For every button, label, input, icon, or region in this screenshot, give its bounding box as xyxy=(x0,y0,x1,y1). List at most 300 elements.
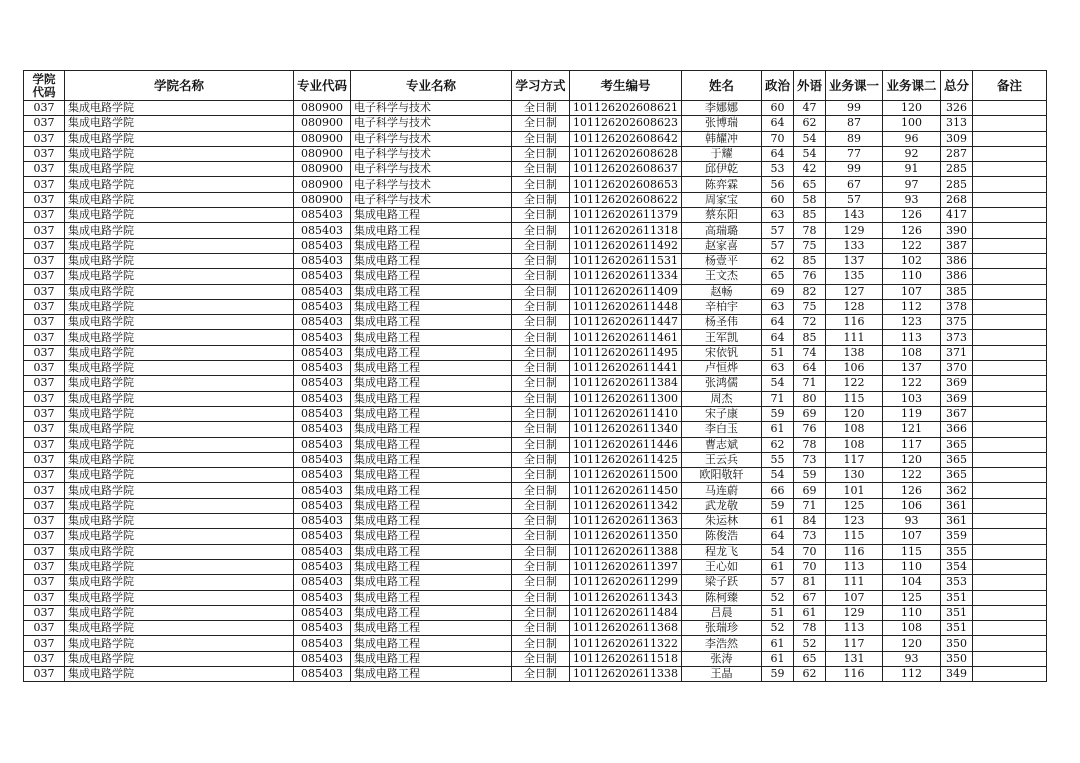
cell-exam-no: 101126202611384 xyxy=(570,376,682,391)
cell-exam-no: 101126202611425 xyxy=(570,452,682,467)
cell-politics-score: 66 xyxy=(762,483,794,498)
table-row xyxy=(24,636,1047,651)
cell-major-name: 集成电路工程 xyxy=(351,666,512,681)
cell-total-score: 366 xyxy=(941,422,973,437)
cell-course-2-score: 93 xyxy=(883,651,941,666)
cell-course-2-score: 108 xyxy=(883,345,941,360)
cell-course-1-score: 127 xyxy=(826,284,883,299)
cell-foreign-language-score: 69 xyxy=(794,406,826,421)
cell-total-score: 285 xyxy=(941,162,973,177)
cell-course-1-score: 99 xyxy=(826,101,883,116)
cell-major-name: 集成电路工程 xyxy=(351,391,512,406)
cell-course-1-score: 107 xyxy=(826,590,883,605)
cell-study-mode: 全日制 xyxy=(512,406,570,421)
cell-major-name: 集成电路工程 xyxy=(351,208,512,223)
cell-major-name: 集成电路工程 xyxy=(351,406,512,421)
cell-college-code: 037 xyxy=(24,483,65,498)
cell-exam-no: 101126202611379 xyxy=(570,208,682,223)
cell-note xyxy=(973,605,1047,620)
cell-foreign-language-score: 75 xyxy=(794,299,826,314)
cell-exam-no: 101126202611441 xyxy=(570,361,682,376)
cell-student-name: 梁子跃 xyxy=(682,575,762,590)
cell-exam-no: 101126202611322 xyxy=(570,636,682,651)
cell-course-2-score: 112 xyxy=(883,299,941,314)
cell-politics-score: 63 xyxy=(762,208,794,223)
cell-major-name: 集成电路工程 xyxy=(351,238,512,253)
cell-note xyxy=(973,345,1047,360)
cell-student-name: 高瑞璐 xyxy=(682,223,762,238)
cell-course-2-score: 126 xyxy=(883,208,941,223)
cell-major-code: 080900 xyxy=(294,192,351,207)
cell-politics-score: 52 xyxy=(762,621,794,636)
cell-politics-score: 70 xyxy=(762,131,794,146)
cell-major-name: 集成电路工程 xyxy=(351,529,512,544)
cell-college-name: 集成电路学院 xyxy=(65,621,294,636)
cell-college-code: 037 xyxy=(24,284,65,299)
cell-exam-no: 101126202611350 xyxy=(570,529,682,544)
cell-total-score: 349 xyxy=(941,666,973,681)
cell-student-name: 张涛 xyxy=(682,651,762,666)
cell-major-name: 电子科学与技术 xyxy=(351,162,512,177)
cell-note xyxy=(973,238,1047,253)
cell-study-mode: 全日制 xyxy=(512,514,570,529)
cell-note xyxy=(973,330,1047,345)
cell-college-code: 037 xyxy=(24,391,65,406)
cell-foreign-language-score: 75 xyxy=(794,238,826,253)
header-exam-no: 考生编号 xyxy=(570,71,682,101)
table-row xyxy=(24,162,1047,177)
cell-exam-no: 101126202611299 xyxy=(570,575,682,590)
cell-major-code: 085403 xyxy=(294,544,351,559)
cell-politics-score: 61 xyxy=(762,559,794,574)
table-row xyxy=(24,330,1047,345)
cell-college-name: 集成电路学院 xyxy=(65,590,294,605)
table-row xyxy=(24,483,1047,498)
cell-note xyxy=(973,116,1047,131)
cell-major-code: 085403 xyxy=(294,269,351,284)
table-row xyxy=(24,146,1047,161)
cell-study-mode: 全日制 xyxy=(512,483,570,498)
cell-note xyxy=(973,177,1047,192)
cell-student-name: 宋子康 xyxy=(682,406,762,421)
cell-major-name: 集成电路工程 xyxy=(351,498,512,513)
cell-total-score: 359 xyxy=(941,529,973,544)
cell-course-1-score: 123 xyxy=(826,514,883,529)
cell-college-code: 037 xyxy=(24,498,65,513)
cell-study-mode: 全日制 xyxy=(512,299,570,314)
cell-study-mode: 全日制 xyxy=(512,376,570,391)
cell-major-code: 085403 xyxy=(294,284,351,299)
cell-course-2-score: 107 xyxy=(883,529,941,544)
cell-college-code: 037 xyxy=(24,162,65,177)
cell-total-score: 386 xyxy=(941,269,973,284)
cell-major-name: 集成电路工程 xyxy=(351,284,512,299)
cell-note xyxy=(973,621,1047,636)
cell-exam-no: 101126202611368 xyxy=(570,621,682,636)
cell-foreign-language-score: 64 xyxy=(794,361,826,376)
cell-course-2-score: 112 xyxy=(883,666,941,681)
cell-major-name: 集成电路工程 xyxy=(351,422,512,437)
cell-foreign-language-score: 73 xyxy=(794,529,826,544)
cell-politics-score: 54 xyxy=(762,376,794,391)
cell-course-1-score: 67 xyxy=(826,177,883,192)
cell-college-code: 037 xyxy=(24,529,65,544)
cell-college-name: 集成电路学院 xyxy=(65,559,294,574)
cell-course-2-score: 137 xyxy=(883,361,941,376)
cell-major-name: 集成电路工程 xyxy=(351,253,512,268)
cell-exam-no: 101126202608623 xyxy=(570,116,682,131)
cell-college-code: 037 xyxy=(24,192,65,207)
cell-total-score: 268 xyxy=(941,192,973,207)
cell-exam-no: 101126202611343 xyxy=(570,590,682,605)
cell-course-1-score: 131 xyxy=(826,651,883,666)
cell-student-name: 蔡东阳 xyxy=(682,208,762,223)
cell-college-code: 037 xyxy=(24,651,65,666)
cell-course-1-score: 108 xyxy=(826,437,883,452)
cell-major-name: 电子科学与技术 xyxy=(351,116,512,131)
cell-student-name: 辛柏宇 xyxy=(682,299,762,314)
cell-note xyxy=(973,590,1047,605)
cell-note xyxy=(973,299,1047,314)
cell-major-code: 085403 xyxy=(294,345,351,360)
cell-major-name: 集成电路工程 xyxy=(351,636,512,651)
cell-major-code: 085403 xyxy=(294,483,351,498)
cell-major-code: 085403 xyxy=(294,299,351,314)
cell-politics-score: 60 xyxy=(762,101,794,116)
cell-course-1-score: 77 xyxy=(826,146,883,161)
cell-exam-no: 101126202611447 xyxy=(570,315,682,330)
cell-total-score: 378 xyxy=(941,299,973,314)
cell-politics-score: 53 xyxy=(762,162,794,177)
cell-college-name: 集成电路学院 xyxy=(65,101,294,116)
cell-major-code: 080900 xyxy=(294,116,351,131)
cell-college-name: 集成电路学院 xyxy=(65,146,294,161)
cell-politics-score: 59 xyxy=(762,666,794,681)
cell-course-1-score: 111 xyxy=(826,330,883,345)
cell-course-1-score: 122 xyxy=(826,376,883,391)
cell-note xyxy=(973,376,1047,391)
cell-course-1-score: 116 xyxy=(826,666,883,681)
cell-total-score: 350 xyxy=(941,636,973,651)
cell-college-code: 037 xyxy=(24,330,65,345)
cell-total-score: 309 xyxy=(941,131,973,146)
cell-college-code: 037 xyxy=(24,452,65,467)
cell-note xyxy=(973,208,1047,223)
cell-student-name: 王云兵 xyxy=(682,452,762,467)
cell-foreign-language-score: 85 xyxy=(794,253,826,268)
header-course-2: 业务课二 xyxy=(883,71,941,101)
cell-major-code: 085403 xyxy=(294,621,351,636)
cell-course-1-score: 117 xyxy=(826,452,883,467)
cell-student-name: 张博瑞 xyxy=(682,116,762,131)
cell-politics-score: 64 xyxy=(762,529,794,544)
cell-major-name: 集成电路工程 xyxy=(351,514,512,529)
cell-major-name: 集成电路工程 xyxy=(351,299,512,314)
cell-student-name: 张鸿儒 xyxy=(682,376,762,391)
table-row xyxy=(24,437,1047,452)
cell-politics-score: 65 xyxy=(762,269,794,284)
cell-course-2-score: 117 xyxy=(883,437,941,452)
cell-politics-score: 63 xyxy=(762,361,794,376)
table-row xyxy=(24,299,1047,314)
cell-politics-score: 61 xyxy=(762,651,794,666)
header-foreign-language: 外语 xyxy=(794,71,826,101)
cell-study-mode: 全日制 xyxy=(512,391,570,406)
cell-exam-no: 101126202611518 xyxy=(570,651,682,666)
cell-foreign-language-score: 54 xyxy=(794,131,826,146)
cell-exam-no: 101126202611495 xyxy=(570,345,682,360)
cell-major-name: 集成电路工程 xyxy=(351,483,512,498)
cell-foreign-language-score: 78 xyxy=(794,437,826,452)
cell-college-name: 集成电路学院 xyxy=(65,177,294,192)
cell-total-score: 313 xyxy=(941,116,973,131)
cell-major-name: 集成电路工程 xyxy=(351,575,512,590)
cell-foreign-language-score: 65 xyxy=(794,177,826,192)
cell-course-1-score: 129 xyxy=(826,223,883,238)
cell-note xyxy=(973,498,1047,513)
cell-total-score: 386 xyxy=(941,253,973,268)
cell-college-code: 037 xyxy=(24,345,65,360)
cell-foreign-language-score: 42 xyxy=(794,162,826,177)
cell-politics-score: 62 xyxy=(762,437,794,452)
cell-exam-no: 101126202611531 xyxy=(570,253,682,268)
table-row xyxy=(24,498,1047,513)
cell-note xyxy=(973,651,1047,666)
cell-college-name: 集成电路学院 xyxy=(65,330,294,345)
cell-course-2-score: 122 xyxy=(883,468,941,483)
cell-college-name: 集成电路学院 xyxy=(65,315,294,330)
cell-study-mode: 全日制 xyxy=(512,529,570,544)
cell-college-name: 集成电路学院 xyxy=(65,483,294,498)
cell-major-code: 085403 xyxy=(294,468,351,483)
cell-study-mode: 全日制 xyxy=(512,437,570,452)
cell-politics-score: 61 xyxy=(762,636,794,651)
table-row xyxy=(24,376,1047,391)
cell-student-name: 程龙飞 xyxy=(682,544,762,559)
cell-note xyxy=(973,468,1047,483)
cell-foreign-language-score: 82 xyxy=(794,284,826,299)
cell-note xyxy=(973,514,1047,529)
cell-major-code: 085403 xyxy=(294,651,351,666)
cell-college-name: 集成电路学院 xyxy=(65,651,294,666)
cell-total-score: 287 xyxy=(941,146,973,161)
cell-student-name: 马连蔚 xyxy=(682,483,762,498)
cell-student-name: 曹志斌 xyxy=(682,437,762,452)
cell-college-name: 集成电路学院 xyxy=(65,223,294,238)
cell-student-name: 宋依钒 xyxy=(682,345,762,360)
cell-college-code: 037 xyxy=(24,422,65,437)
cell-study-mode: 全日制 xyxy=(512,192,570,207)
cell-student-name: 韩耀冲 xyxy=(682,131,762,146)
cell-politics-score: 63 xyxy=(762,299,794,314)
cell-study-mode: 全日制 xyxy=(512,636,570,651)
cell-student-name: 于耀 xyxy=(682,146,762,161)
cell-major-name: 集成电路工程 xyxy=(351,361,512,376)
cell-course-2-score: 122 xyxy=(883,376,941,391)
cell-college-name: 集成电路学院 xyxy=(65,605,294,620)
cell-foreign-language-score: 84 xyxy=(794,514,826,529)
cell-major-code: 085403 xyxy=(294,406,351,421)
cell-foreign-language-score: 62 xyxy=(794,116,826,131)
cell-foreign-language-score: 54 xyxy=(794,146,826,161)
cell-major-code: 080900 xyxy=(294,101,351,116)
cell-major-name: 集成电路工程 xyxy=(351,605,512,620)
cell-student-name: 王心如 xyxy=(682,559,762,574)
cell-student-name: 杨壹平 xyxy=(682,253,762,268)
cell-student-name: 李浩然 xyxy=(682,636,762,651)
cell-course-2-score: 122 xyxy=(883,238,941,253)
cell-politics-score: 59 xyxy=(762,406,794,421)
cell-college-code: 037 xyxy=(24,315,65,330)
header-major-code: 专业代码 xyxy=(294,71,351,101)
header-study-mode: 学习方式 xyxy=(512,71,570,101)
cell-exam-no: 101126202611492 xyxy=(570,238,682,253)
cell-college-name: 集成电路学院 xyxy=(65,269,294,284)
cell-total-score: 350 xyxy=(941,651,973,666)
cell-student-name: 邱伊乾 xyxy=(682,162,762,177)
cell-study-mode: 全日制 xyxy=(512,116,570,131)
cell-college-name: 集成电路学院 xyxy=(65,636,294,651)
cell-course-1-score: 111 xyxy=(826,575,883,590)
cell-total-score: 369 xyxy=(941,391,973,406)
cell-major-code: 085403 xyxy=(294,330,351,345)
cell-college-name: 集成电路学院 xyxy=(65,452,294,467)
cell-course-2-score: 121 xyxy=(883,422,941,437)
cell-exam-no: 101126202611363 xyxy=(570,514,682,529)
header-college-code: 学院 代码 xyxy=(24,71,65,101)
cell-course-1-score: 99 xyxy=(826,162,883,177)
cell-note xyxy=(973,529,1047,544)
cell-total-score: 370 xyxy=(941,361,973,376)
cell-college-name: 集成电路学院 xyxy=(65,575,294,590)
cell-major-code: 085403 xyxy=(294,391,351,406)
cell-student-name: 张瑞珍 xyxy=(682,621,762,636)
table-row xyxy=(24,238,1047,253)
cell-college-code: 037 xyxy=(24,376,65,391)
table-body xyxy=(24,101,1047,682)
cell-foreign-language-score: 73 xyxy=(794,452,826,467)
cell-foreign-language-score: 80 xyxy=(794,391,826,406)
cell-course-1-score: 113 xyxy=(826,621,883,636)
cell-study-mode: 全日制 xyxy=(512,253,570,268)
cell-note xyxy=(973,559,1047,574)
cell-major-name: 集成电路工程 xyxy=(351,269,512,284)
cell-study-mode: 全日制 xyxy=(512,162,570,177)
cell-course-1-score: 128 xyxy=(826,299,883,314)
cell-foreign-language-score: 78 xyxy=(794,223,826,238)
cell-exam-no: 101126202611397 xyxy=(570,559,682,574)
cell-total-score: 351 xyxy=(941,590,973,605)
cell-politics-score: 57 xyxy=(762,223,794,238)
cell-college-name: 集成电路学院 xyxy=(65,666,294,681)
cell-politics-score: 61 xyxy=(762,514,794,529)
cell-major-name: 电子科学与技术 xyxy=(351,101,512,116)
cell-major-name: 集成电路工程 xyxy=(351,437,512,452)
cell-exam-no: 101126202611461 xyxy=(570,330,682,345)
table-row xyxy=(24,391,1047,406)
cell-politics-score: 64 xyxy=(762,116,794,131)
cell-student-name: 吕晨 xyxy=(682,605,762,620)
cell-course-2-score: 126 xyxy=(883,483,941,498)
cell-college-name: 集成电路学院 xyxy=(65,468,294,483)
cell-exam-no: 101126202611409 xyxy=(570,284,682,299)
cell-exam-no: 101126202611500 xyxy=(570,468,682,483)
table-row xyxy=(24,315,1047,330)
cell-total-score: 371 xyxy=(941,345,973,360)
cell-college-code: 037 xyxy=(24,544,65,559)
cell-politics-score: 52 xyxy=(762,590,794,605)
cell-major-code: 085403 xyxy=(294,253,351,268)
cell-study-mode: 全日制 xyxy=(512,544,570,559)
cell-course-1-score: 115 xyxy=(826,391,883,406)
cell-course-2-score: 123 xyxy=(883,315,941,330)
cell-course-2-score: 92 xyxy=(883,146,941,161)
header-major-name: 专业名称 xyxy=(351,71,512,101)
cell-note xyxy=(973,101,1047,116)
cell-student-name: 卢恒烨 xyxy=(682,361,762,376)
cell-college-name: 集成电路学院 xyxy=(65,208,294,223)
cell-major-name: 集成电路工程 xyxy=(351,559,512,574)
cell-student-name: 陈俊浩 xyxy=(682,529,762,544)
cell-course-1-score: 120 xyxy=(826,406,883,421)
cell-total-score: 361 xyxy=(941,514,973,529)
table-row xyxy=(24,177,1047,192)
cell-student-name: 王军凯 xyxy=(682,330,762,345)
cell-politics-score: 64 xyxy=(762,315,794,330)
cell-foreign-language-score: 70 xyxy=(794,544,826,559)
cell-course-2-score: 113 xyxy=(883,330,941,345)
cell-college-code: 037 xyxy=(24,406,65,421)
cell-student-name: 杨圣伟 xyxy=(682,315,762,330)
cell-major-code: 080900 xyxy=(294,177,351,192)
cell-student-name: 周杰 xyxy=(682,391,762,406)
score-table xyxy=(23,70,1047,682)
cell-major-code: 085403 xyxy=(294,514,351,529)
cell-college-code: 037 xyxy=(24,269,65,284)
cell-note xyxy=(973,391,1047,406)
cell-college-name: 集成电路学院 xyxy=(65,253,294,268)
cell-total-score: 367 xyxy=(941,406,973,421)
cell-course-2-score: 102 xyxy=(883,253,941,268)
table-row xyxy=(24,514,1047,529)
cell-college-code: 037 xyxy=(24,101,65,116)
cell-study-mode: 全日制 xyxy=(512,101,570,116)
cell-college-code: 037 xyxy=(24,605,65,620)
cell-college-name: 集成电路学院 xyxy=(65,422,294,437)
cell-politics-score: 61 xyxy=(762,422,794,437)
cell-major-name: 集成电路工程 xyxy=(351,651,512,666)
cell-college-name: 集成电路学院 xyxy=(65,544,294,559)
cell-student-name: 王晶 xyxy=(682,666,762,681)
cell-study-mode: 全日制 xyxy=(512,131,570,146)
cell-course-2-score: 119 xyxy=(883,406,941,421)
cell-total-score: 365 xyxy=(941,468,973,483)
cell-foreign-language-score: 65 xyxy=(794,651,826,666)
cell-politics-score: 60 xyxy=(762,192,794,207)
cell-course-1-score: 129 xyxy=(826,605,883,620)
cell-foreign-language-score: 52 xyxy=(794,636,826,651)
cell-major-code: 085403 xyxy=(294,636,351,651)
cell-major-name: 集成电路工程 xyxy=(351,223,512,238)
cell-major-code: 085403 xyxy=(294,498,351,513)
cell-foreign-language-score: 74 xyxy=(794,345,826,360)
cell-course-1-score: 101 xyxy=(826,483,883,498)
table-row xyxy=(24,192,1047,207)
cell-foreign-language-score: 85 xyxy=(794,208,826,223)
table-row xyxy=(24,269,1047,284)
cell-total-score: 326 xyxy=(941,101,973,116)
cell-politics-score: 57 xyxy=(762,238,794,253)
